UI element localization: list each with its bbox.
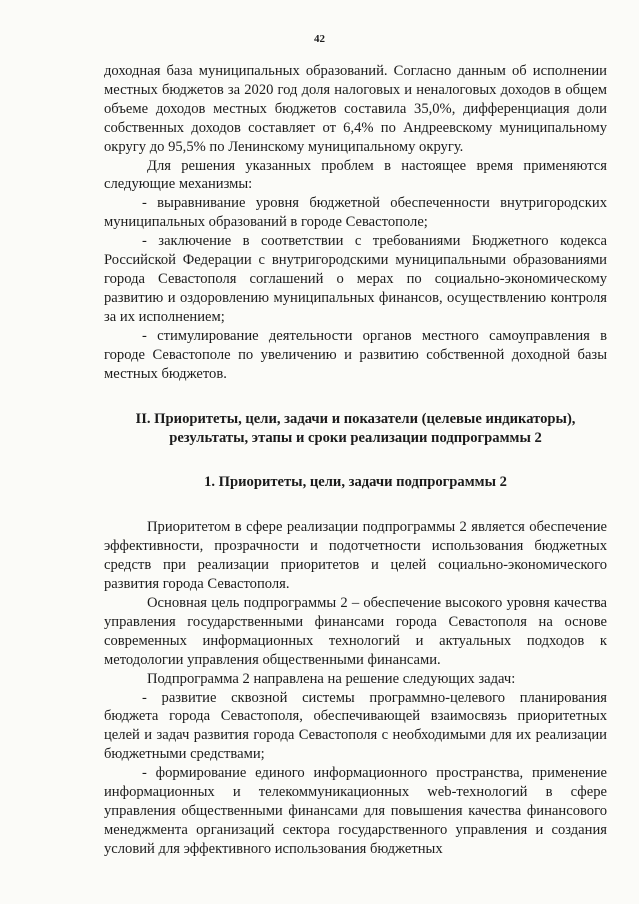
list-item-information-space: - формирование единого информационного пространства, применение информационных и телекоммуникационных web-технологий в сфере управления общественными финансами для повышения качества финансового менеджмента организаций сектора государственного управления и создания условий для эффективного использования бюджетных [104, 765, 607, 857]
page-number: 42 [314, 33, 325, 45]
list-item-stimulation: - стимулирование деятельности органов местного самоуправления в городе Севастополе по увеличению и развитию собственной доходной базы местных бюджетов. [104, 327, 607, 382]
section-heading-line-1: II. Приоритеты, цели, задачи и показатели (целевые индикаторы), [135, 411, 576, 428]
list-item-planning: - развитие сквозной системы программно-целевого планирования бюджета города Севастополя, обеспечивающей взаимосвязь приоритетных целей и задач развития города Севастополя с необходимыми для их реализации бюджетными средствами; [104, 689, 607, 763]
section-heading [104, 410, 607, 448]
paragraph-mechanisms-intro: Для решения указанных проблем в настоящее время применяются следующие механизмы: [104, 157, 607, 193]
list-item-agreements: - заключение в соответствии с требованиями Бюджетного кодекса Российской Федерации с внутригородскими муниципальными образованиями города Севастополя соглашений о мерах по социально-экономическому развитию и оздоровлению муниципальных финансов, осуществлению контроля за их исполнением; [104, 233, 607, 325]
paragraph-revenue-base: доходная база муниципальных образований. Согласно данным об исполнении местных бюджетов за 2020 год доля налоговых и неналоговых доходов в общем объеме доходов местных бюджетов составила 35,0%, дифференциация доли собственных доходов составляет от 6,4% по Андреевскому муниципальному округу до 95,5% по Ленинскому муниципальному округу. [104, 63, 607, 155]
document-body [104, 62, 607, 859]
list-item-equalization: - выравнивание уровня бюджетной обеспеченности внутригородских муниципальных образований в городе Севастополе; [104, 195, 607, 231]
subsection-heading: 1. Приоритеты, цели, задачи подпрограммы 2 [204, 474, 507, 491]
paragraph-priority: Приоритетом в сфере реализации подпрограммы 2 является обеспечение эффективности, прозрачности и подотчетности использования бюджетных средств при реализации приоритетов и целей социально-экономического развития города Севастополя. [104, 519, 607, 593]
section-heading-line-2: результаты, этапы и сроки реализации подпрограммы 2 [169, 430, 542, 447]
paragraph-tasks-intro: Подпрограмма 2 направлена на решение следующих задач: [147, 670, 516, 687]
paragraph-main-goal: Основная цель подпрограммы 2 – обеспечение высокого уровня качества управления государственными финансами города Севастополя на основе современных информационных технологий и актуальных подходов к методологии управления общественными финансами. [104, 595, 607, 668]
